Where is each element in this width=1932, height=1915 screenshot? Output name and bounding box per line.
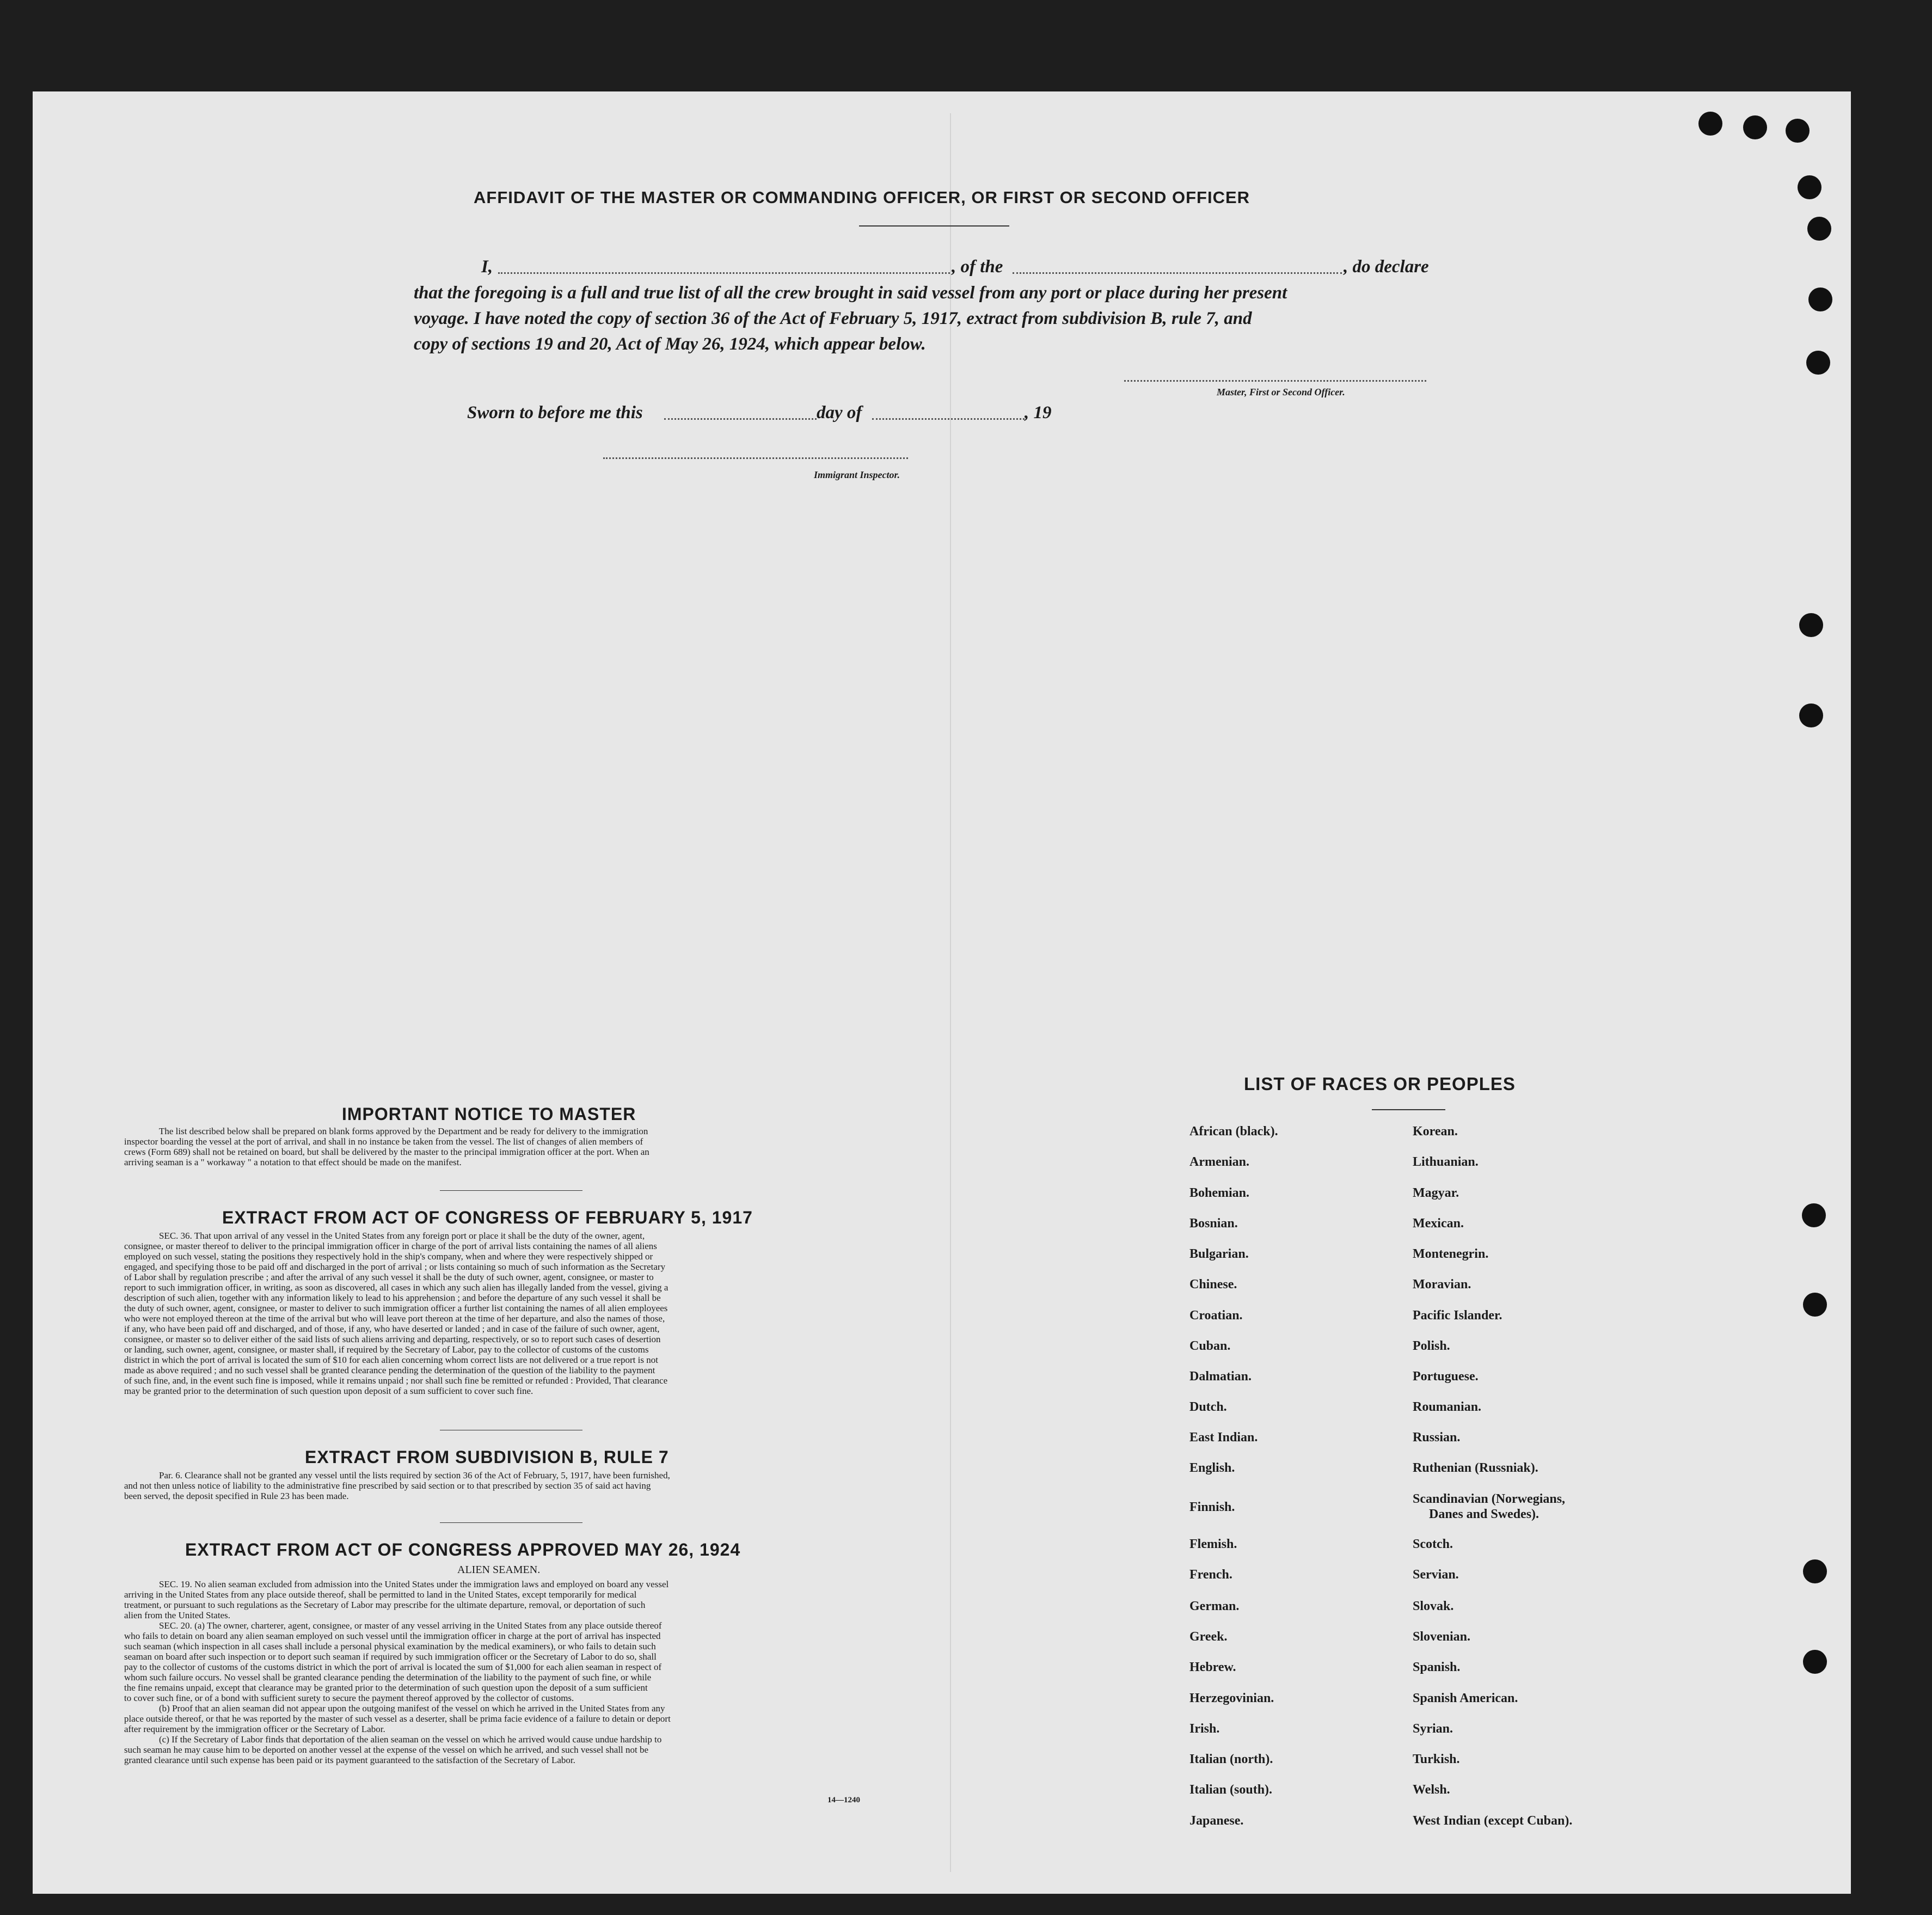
race-item: Italian (south). bbox=[1189, 1783, 1273, 1797]
sworn-prefix: Sworn to before me this bbox=[467, 403, 643, 423]
race-item: Herzegovinian. bbox=[1189, 1691, 1274, 1705]
inspector-signature-field[interactable] bbox=[603, 457, 908, 459]
affidavit-of-the-label: , of the bbox=[952, 257, 1003, 277]
extract-line: SEC. 20. (a) The owner, charterer, agent, consignee, or master of any vessel arriving in the United States from any place outside thereof bbox=[159, 1620, 662, 1631]
race-item: Japanese. bbox=[1189, 1814, 1244, 1828]
extract-line: Par. 6. Clearance shall not be granted any vessel until the lists required by section 36 of the Act of February, 5, 1917, have been furnished, bbox=[159, 1470, 670, 1480]
extract-line: employed on such vessel, stating the positions they respectively hold in the ship's company, when and where they were respectively shipped or bbox=[124, 1251, 653, 1262]
race-item: Croatian. bbox=[1189, 1308, 1243, 1323]
race-item: Welsh. bbox=[1413, 1783, 1450, 1797]
notice-line: crews (Form 689) shall not be retained on board, but shall be delivered by the master to the principal immigration officer at the port. When an bbox=[124, 1147, 649, 1157]
extract-line: place outside thereof, or that he was reported by the master of such vessel as a deserter, shall be prima facie evidence of a failure to detain or deport bbox=[124, 1714, 671, 1724]
extract-line: alien from the United States. bbox=[124, 1610, 230, 1620]
extract-1917-title: EXTRACT FROM ACT OF CONGRESS OF FEBRUARY 5, 1917 bbox=[222, 1208, 753, 1227]
section-divider bbox=[440, 1190, 582, 1191]
sworn-day-field[interactable] bbox=[664, 418, 817, 420]
notice-title: IMPORTANT NOTICE TO MASTER bbox=[342, 1104, 636, 1124]
extract-line: the duty of such owner, agent, consignee, or master to deliver to such immigration officer a further list containing the names of all alien employees bbox=[124, 1303, 668, 1313]
punch-hole bbox=[1808, 287, 1832, 311]
extract-line: engaged, and specifying those to be paid off and discharged in the port of arrival ; or lists containing so much of such information as the Secretary bbox=[124, 1262, 666, 1272]
race-item: Turkish. bbox=[1413, 1752, 1460, 1766]
race-item: English. bbox=[1189, 1461, 1235, 1475]
race-item: Ruthenian (Russniak). bbox=[1413, 1461, 1538, 1475]
race-item: Portuguese. bbox=[1413, 1369, 1479, 1384]
races-title-underline bbox=[1372, 1109, 1445, 1110]
extract-line: been served, the deposit specified in Rule 23 has been made. bbox=[124, 1491, 349, 1501]
race-item: Dutch. bbox=[1189, 1400, 1227, 1414]
race-item: Lithuanian. bbox=[1413, 1155, 1479, 1169]
extract-line: after requirement by the immigration officer or the Secretary of Labor. bbox=[124, 1724, 385, 1734]
affidavit-line-3: voyage. I have noted the copy of section 36 of the Act of February 5, 1917, extract from subdivision B, rule 7, and bbox=[414, 309, 1252, 328]
race-item: Spanish American. bbox=[1413, 1691, 1518, 1705]
extract-line: to cover such fine, or of a bond with sufficient surety to secure the payment thereof approved by the collector of customs. bbox=[124, 1693, 574, 1703]
punch-hole bbox=[1798, 175, 1821, 199]
extract-rule7-title: EXTRACT FROM SUBDIVISION B, RULE 7 bbox=[305, 1447, 669, 1467]
extract-1924-title: EXTRACT FROM ACT OF CONGRESS APPROVED MAY 26, 1924 bbox=[185, 1540, 741, 1559]
punch-hole bbox=[1803, 1650, 1827, 1674]
extract-line: description of such alien, together with any information likely to lead to his apprehension ; and before the departure of any such vessel it shall be bbox=[124, 1293, 661, 1303]
extract-line: whom such failure occurs. No vessel shall be granted clearance pending the determination of the liability to the payment of such fine, or while bbox=[124, 1672, 652, 1682]
race-item: Flemish. bbox=[1189, 1537, 1237, 1551]
race-item: Slovenian. bbox=[1413, 1630, 1471, 1644]
punch-hole bbox=[1803, 1559, 1827, 1583]
race-item: Servian. bbox=[1413, 1568, 1459, 1582]
race-item: West Indian (except Cuban). bbox=[1413, 1814, 1573, 1828]
race-item: Danes and Swedes). bbox=[1429, 1507, 1540, 1521]
sworn-month-field[interactable] bbox=[872, 418, 1025, 420]
race-item: African (black). bbox=[1189, 1124, 1278, 1139]
race-item: Roumanian. bbox=[1413, 1400, 1482, 1414]
name-field[interactable] bbox=[498, 272, 950, 274]
extract-line: who fails to detain on board any alien seaman employed on such vessel until the immigration officer in charge at the port of arrival has inspected bbox=[124, 1631, 661, 1641]
notice-line: arriving seaman is a " workaway " a notation to that effect should be made on the manifest. bbox=[124, 1157, 462, 1167]
extract-line: of Labor shall by regulation prescribe ; and after the arrival of any such vessel it shall be the duty of such owner, agent, consignee, or master to bbox=[124, 1272, 654, 1282]
extract-line: district in which the port of arrival is located the sum of $10 for each alien concerning whom correct lists are not delivered or a true report is not bbox=[124, 1355, 658, 1365]
extract-line: or landing, such owner, agent, consignee, or master shall, if required by the Secretary of Labor, pay to the collector of customs of the customs bbox=[124, 1344, 649, 1355]
extract-line: consignee, or master so to deliver either of the said lists of such aliens arriving and departing, respectively, or so to report such cases of desertion bbox=[124, 1334, 661, 1344]
race-item: Irish. bbox=[1189, 1722, 1220, 1736]
race-item: Scandinavian (Norwegians, bbox=[1413, 1492, 1566, 1506]
extract-line: of such fine, and, in the event such fine is imposed, while it remains unpaid ; nor shall such fine be remitted or refunded : Provided, That clearance bbox=[124, 1375, 668, 1386]
punch-hole bbox=[1743, 115, 1767, 139]
vessel-field[interactable] bbox=[1013, 272, 1342, 274]
punch-hole bbox=[1802, 1203, 1826, 1227]
race-item: Dalmatian. bbox=[1189, 1369, 1252, 1384]
races-title: LIST OF RACES OR PEOPLES bbox=[1244, 1074, 1516, 1094]
sworn-year: , 19 bbox=[1025, 403, 1052, 423]
affidavit-line-4: copy of sections 19 and 20, Act of May 26, 1924, which appear below. bbox=[414, 334, 926, 354]
race-item: German. bbox=[1189, 1599, 1240, 1613]
race-item: Greek. bbox=[1189, 1630, 1228, 1644]
affidavit-i-label: I, bbox=[481, 257, 493, 277]
page-fold bbox=[950, 113, 951, 1872]
extract-line: made as above required ; and no such vessel shall be granted clearance pending the determination of the question of the liability to the payment bbox=[124, 1365, 655, 1375]
race-item: Armenian. bbox=[1189, 1155, 1249, 1169]
punch-hole bbox=[1698, 112, 1722, 136]
extract-line: arriving in the United States from any place outside thereof, shall be permitted to land in the United States, except temporarily for medical bbox=[124, 1589, 637, 1600]
punch-hole bbox=[1807, 217, 1831, 241]
master-signature-field[interactable] bbox=[1124, 380, 1426, 382]
extract-line: the fine remains unpaid, except that clearance may be granted prior to the determination of such question upon the deposit of a sum sufficient bbox=[124, 1682, 648, 1693]
affidavit-do-declare-label: , do declare bbox=[1344, 257, 1429, 277]
notice-line: The list described below shall be prepared on blank forms approved by the Department and be ready for delivery to the immigration bbox=[159, 1126, 648, 1136]
race-item: Mexican. bbox=[1413, 1216, 1464, 1231]
race-item: Finnish. bbox=[1189, 1500, 1235, 1514]
extract-rule7-body bbox=[124, 1470, 896, 1501]
title-underline bbox=[859, 225, 1009, 227]
extract-line: (c) If the Secretary of Labor finds that deportation of the alien seaman on the vessel on which he arrived would cause undue hardship to bbox=[159, 1734, 662, 1745]
extract-1924-body bbox=[124, 1579, 896, 1765]
race-item: Syrian. bbox=[1413, 1722, 1453, 1736]
extract-1917-body bbox=[124, 1231, 896, 1396]
race-item: Slovak. bbox=[1413, 1599, 1454, 1613]
race-item: Bulgarian. bbox=[1189, 1247, 1249, 1261]
punch-hole bbox=[1803, 1293, 1827, 1317]
race-item: Pacific Islander. bbox=[1413, 1308, 1502, 1323]
extract-line: report to such immigration officer, in writing, as soon as discovered, all cases in which any such alien has illegally landed from the vessel, giving a bbox=[124, 1282, 668, 1293]
race-item: Cuban. bbox=[1189, 1339, 1231, 1353]
extract-line: seaman on board after such inspection or to deport such seaman if required by such immigration officer or the Secretary of Labor to do so, shall bbox=[124, 1651, 657, 1662]
affidavit-line-2: that the foregoing is a full and true list of all the crew brought in said vessel from any port or place during her present bbox=[414, 283, 1287, 303]
notice-body bbox=[124, 1126, 896, 1167]
race-item: Polish. bbox=[1413, 1339, 1450, 1353]
race-item: Moravian. bbox=[1413, 1277, 1471, 1292]
race-item: Russian. bbox=[1413, 1430, 1461, 1445]
extract-line: granted clearance until such expense has been paid or its payment guaranteed to the satisfaction of the Secretary of Labor. bbox=[124, 1755, 575, 1765]
notice-line: inspector boarding the vessel at the port of arrival, and shall in no instance be taken from the vessel. The list of changes of alien members of bbox=[124, 1136, 643, 1147]
punch-hole bbox=[1799, 703, 1823, 727]
extract-line: such seaman (which inspection in all cases shall include a personal physical examination by the medical examiners), or who fails to detain such bbox=[124, 1641, 656, 1651]
section-divider bbox=[440, 1522, 582, 1523]
master-signature-label: Master, First or Second Officer. bbox=[1217, 387, 1345, 397]
extract-line: such seaman he may cause him to be deported on another vessel at the expense of the vessel on which he arrived, and such vessel shall not be bbox=[124, 1745, 649, 1755]
race-item: East Indian. bbox=[1189, 1430, 1258, 1445]
extract-line: SEC. 19. No alien seaman excluded from admission into the United States under the immigration laws and employed on board any vessel bbox=[159, 1579, 669, 1589]
affidavit-title: AFFIDAVIT OF THE MASTER OR COMMANDING OFFICER, OR FIRST OR SECOND OFFICER bbox=[474, 188, 1250, 207]
extract-line: who were not employed thereon at the time of the arrival but who will leave port thereon at the time of her departure, and also the names of those, bbox=[124, 1313, 665, 1324]
race-item: Hebrew. bbox=[1189, 1660, 1236, 1674]
extract-line: if any, who have been paid off and discharged, and of those, if any, who have deserted or landed ; and in case of the failure of such owner, agent, bbox=[124, 1324, 660, 1334]
inspector-label: Immigrant Inspector. bbox=[814, 469, 900, 480]
extract-line: treatment, or pursuant to such regulations as the Secretary of Labor may prescribe for the ultimate departure, removal, or deportation of such bbox=[124, 1600, 646, 1610]
race-item: French. bbox=[1189, 1568, 1232, 1582]
form-number: 14—1240 bbox=[827, 1796, 860, 1804]
extract-line: consignee, or master thereof to deliver to the principal immigration officer in charge of the port of arrival lists containing the names of all aliens bbox=[124, 1241, 657, 1251]
sworn-day-of: day of bbox=[817, 403, 862, 423]
extract-line: pay to the collector of customs of the customs district in which the port of arrival is located the sum of $1,000 for each alien seaman in respect of bbox=[124, 1662, 662, 1672]
race-item: Italian (north). bbox=[1189, 1752, 1273, 1766]
race-item: Montenegrin. bbox=[1413, 1247, 1489, 1261]
race-item: Bohemian. bbox=[1189, 1186, 1250, 1200]
extract-line: may be granted prior to the determination of such question upon deposit of a sum sufficient to cover such fine. bbox=[124, 1386, 533, 1396]
extract-line: and not then unless notice of liability to the administrative fine prescribed by said section or to that prescribed by section 35 of said act having bbox=[124, 1480, 651, 1491]
race-item: Korean. bbox=[1413, 1124, 1458, 1139]
race-item: Scotch. bbox=[1413, 1537, 1453, 1551]
punch-hole bbox=[1786, 119, 1810, 143]
race-item: Spanish. bbox=[1413, 1660, 1461, 1674]
punch-hole bbox=[1799, 613, 1823, 637]
extract-line: (b) Proof that an alien seaman did not appear upon the outgoing manifest of the vessel on which he arrived in the United States from any bbox=[159, 1703, 665, 1714]
race-item: Bosnian. bbox=[1189, 1216, 1238, 1231]
punch-hole bbox=[1806, 351, 1830, 375]
race-item: Chinese. bbox=[1189, 1277, 1237, 1292]
extract-line: SEC. 36. That upon arrival of any vessel in the United States from any foreign port or place it shall be the duty of the owner, agent, bbox=[159, 1231, 645, 1241]
race-item: Magyar. bbox=[1413, 1186, 1459, 1200]
extract-1924-subtitle: ALIEN SEAMEN. bbox=[457, 1564, 541, 1576]
